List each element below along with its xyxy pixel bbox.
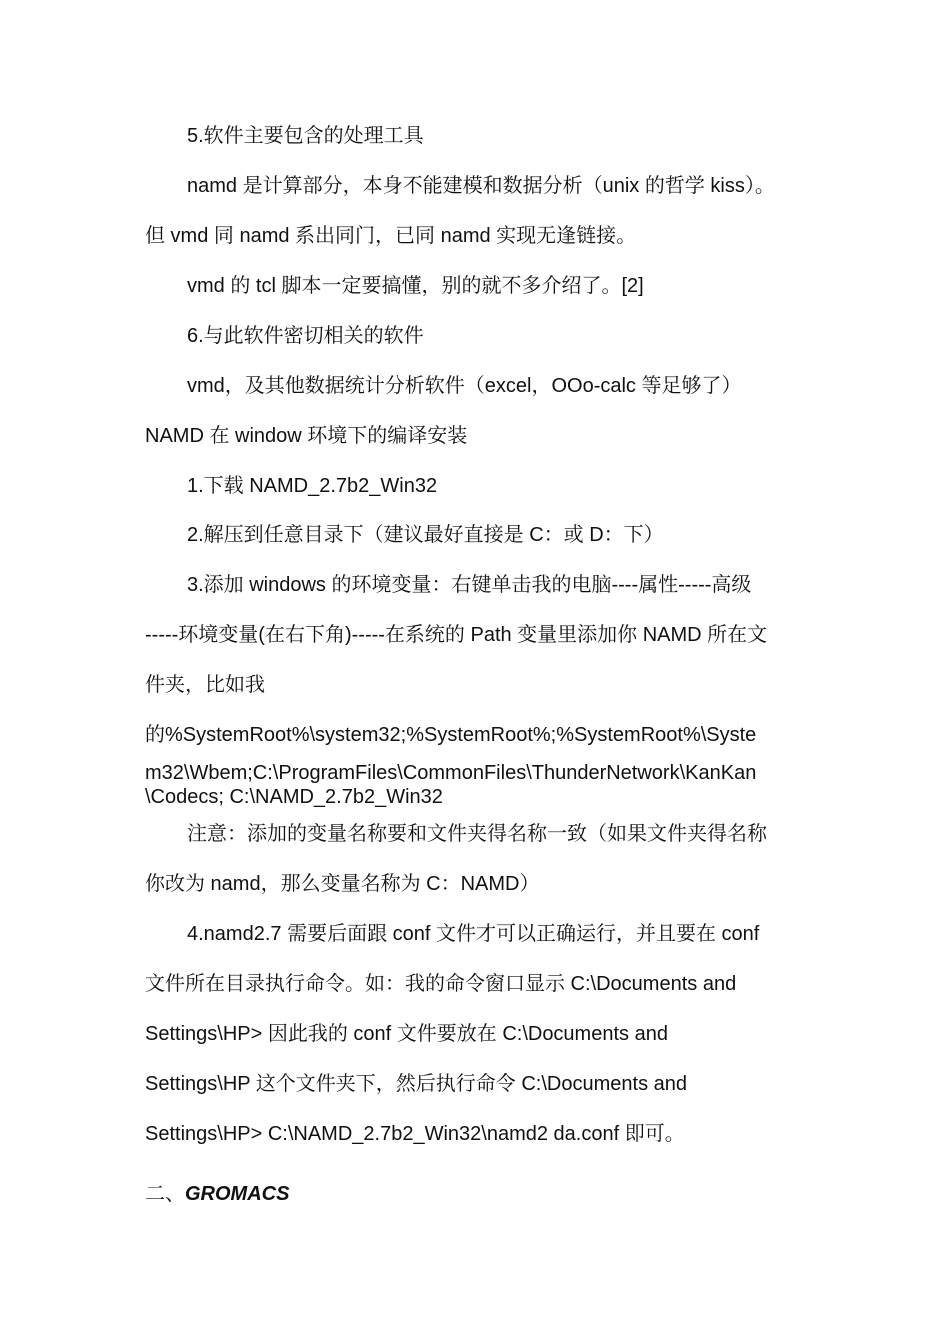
section-title: GROMACS: [185, 1183, 290, 1205]
path-line: m32\Wbem;C:\ProgramFiles\CommonFiles\ThunderNetwork\KanKan: [145, 762, 757, 784]
paragraph-line: 件夹，比如我: [145, 674, 265, 696]
section-prefix: 二、: [145, 1183, 185, 1205]
paragraph-line: vmd 的 tcl 脚本一定要搞懂，别的就不多介绍了。[2]: [187, 275, 644, 297]
paragraph-line: vmd，及其他数据统计分析软件（excel，OOo-calc 等足够了）: [187, 375, 742, 397]
paragraph-line: Settings\HP 这个文件夹下，然后执行命令 C:\Documents and: [145, 1073, 687, 1095]
step-4: 4.namd2.7 需要后面跟 conf 文件才可以正确运行，并且要在 conf: [187, 923, 760, 945]
paragraph-line: -----环境变量(在右下角)-----在系统的 Path 变量里添加你 NAMD 所在文: [145, 624, 768, 646]
step-3: 3.添加 windows 的环境变量：右键单击我的电脑----属性-----高级: [187, 574, 752, 596]
paragraph-line: Settings\HP> C:\NAMD_2.7b2_Win32\namd2 da.conf 即可。: [145, 1123, 685, 1145]
note-line: 注意：添加的变量名称要和文件夹得名称一致（如果文件夹得名称: [187, 823, 767, 845]
note-line: 你改为 namd，那么变量名称为 C：NAMD）: [145, 873, 540, 895]
section-heading-6: 6.与此软件密切相关的软件: [187, 325, 424, 347]
subsection-heading: NAMD 在 window 环境下的编译安装: [145, 425, 468, 447]
step-1: 1.下载 NAMD_2.7b2_Win32: [187, 475, 438, 497]
paragraph-line: Settings\HP> 因此我的 conf 文件要放在 C:\Documents and: [145, 1023, 668, 1045]
paragraph-line: namd 是计算部分，本身不能建模和数据分析（unix 的哲学 kiss）。: [187, 175, 775, 197]
paragraph-line: 文件所在目录执行命令。如：我的命令窗口显示 C:\Documents and: [145, 973, 737, 995]
path-line: \Codecs; C:\NAMD_2.7b2_Win32: [145, 786, 443, 808]
path-line: 的%SystemRoot%\system32;%SystemRoot%;%SystemRoot%\Syste: [145, 724, 757, 746]
paragraph-line: 但 vmd 同 namd 系出同门，已同 namd 实现无逢链接。: [145, 225, 637, 247]
section-heading-5: 5.软件主要包含的处理工具: [187, 125, 424, 147]
section-heading-gromacs: [145, 1182, 810, 1206]
step-2: 2.解压到任意目录下（建议最好直接是 C：或 D：下）: [187, 524, 664, 546]
